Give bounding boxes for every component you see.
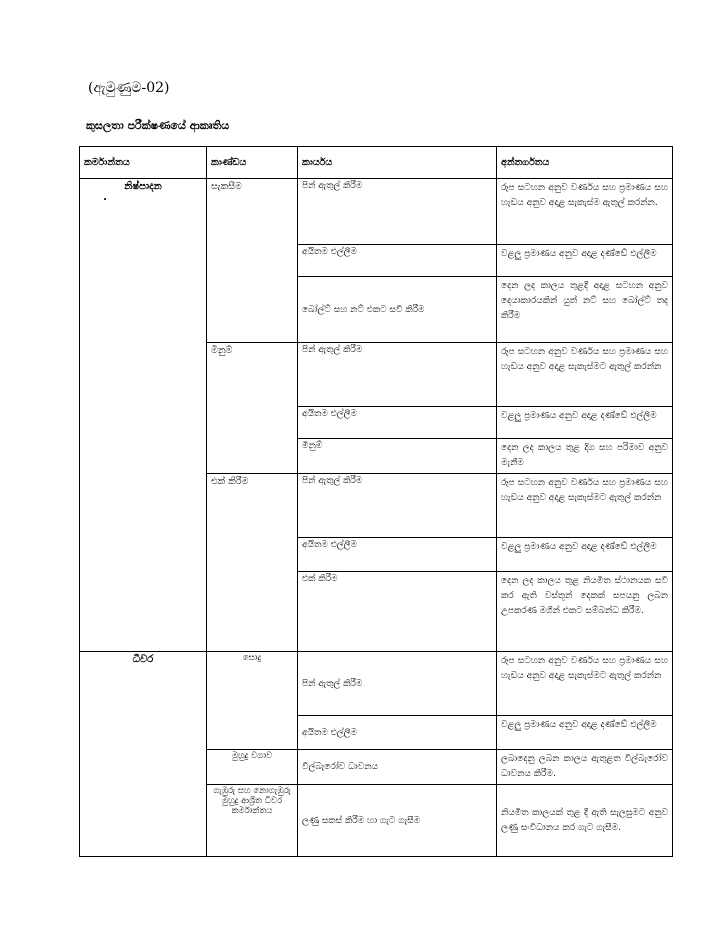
- column-header-task: කාර්යය: [298, 147, 497, 179]
- sector-cell-fisheries: ධීවර: [80, 652, 207, 857]
- task-cell: පින් ඇතුල් කිරීම: [298, 652, 497, 716]
- sector-cell-production: [80, 179, 207, 652]
- task-cell: ලණු සකස් කිරීම හා ගැට ගැසීම: [298, 785, 497, 857]
- content-cell: වළලු ප්‍රමාණය අනුව අදාළ දණ්ඩේ එල්ලීම: [497, 538, 673, 572]
- content-cell: රූප සටහන අනුව වර්ණය සහ ප්‍රමාණය සහ හැඩය අනුව අදාළ සැකැස්ම ඇතුල් කරන්න.: [497, 179, 673, 245]
- content-cell: රූප සටහන අනුව වර්ණය සහ ප්‍රමාණය සහ හැඩය අනුව අදාළ සැකැස්මට ඇතුල් කරන්න: [497, 474, 673, 538]
- unit-cell: ගැඹුරු සහ නොගැඹුරු මුහුදු ආශ්‍රිත ධීවර කර්මාන්තය: [207, 785, 298, 857]
- unit-cell: මුහුදු වගාව: [207, 750, 298, 785]
- column-header-category: කාණ්ඩය: [207, 147, 298, 179]
- content-cell: ලබාදෙනු ලබන කාලය ඇතුළත විල්බැරෝව ධාවනය කිරීම.: [497, 750, 673, 785]
- table-row: [80, 652, 673, 716]
- task-cell: එක් කිරීම: [298, 572, 497, 652]
- content-cell: දෙන ලද කාලය තුළ නියමිත ස්ථානයක සවි කර ඇති වස්තූන් දෙකක් සපයනු ලබන උපකරණ මගින් එකට සම්බන්ධ කිරීම.: [497, 572, 673, 652]
- content-cell: රූප සටහන අනුව වර්ණය සහ ප්‍රමාණය සහ හැඩය අනුව අදාළ සැකැස්මට ඇතුල් කරන්න: [497, 652, 673, 716]
- task-cell: පින් ඇතුල් කිරීම: [298, 179, 497, 245]
- sector-mark: .: [103, 192, 107, 203]
- annex-label: (ඇමුණුම-02): [88, 80, 170, 96]
- task-cell: අයිතම එල්ලීම: [298, 538, 497, 572]
- unit-cell: සොදු: [207, 652, 298, 750]
- content-cell: නියමිත කාලයක් තුළ දී ඇති සැලසුමට අනුව ලණු සංවිධානය කර ගැට ගැසීම.: [497, 785, 673, 857]
- task-cell: විල්බැරෝව ධාවනය: [298, 750, 497, 785]
- content-cell: වළලු ප්‍රමාණය අනුව අදාළ දණ්ඩේ එල්ලීම: [497, 716, 673, 750]
- content-cell: දෙන ලද කාලය තුළ දිග සහ පරිමාව අනුව මැනීම: [497, 439, 673, 474]
- skills-test-table: [79, 146, 673, 857]
- task-cell: පින් ඇතුල් කිරීම: [298, 343, 497, 407]
- table-row: [80, 179, 673, 245]
- task-cell: පින් ඇතුල් කිරීම: [298, 474, 497, 538]
- unit-cell: සැකසීම: [207, 179, 298, 343]
- document-title: කුසලතා පරීක්ෂණයේ ආකෘතිය: [86, 119, 230, 132]
- content-cell: දෙන ලද කාලය තුළදී අදාළ සටහන අනුව දෙයාකාරයකින් යුත් නට් සහ බෝල්ට් තද කිරීම: [497, 277, 673, 343]
- task-cell: අයිතම එල්ලීම: [298, 407, 497, 439]
- table-header-row: [80, 147, 673, 179]
- column-header-industry: කර්මාන්තය: [80, 147, 207, 179]
- unit-cell: මිනුම්: [207, 343, 298, 474]
- content-cell: වළලු ප්‍රමාණය අනුව අදාළ දණ්ඩේ එල්ලීම: [497, 407, 673, 439]
- content-cell: රූප සටහන අනුව වර්ණය සහ ප්‍රමාණය සහ හැඩය අනුව අදාළ සැකැස්මට ඇතුල් කරන්න: [497, 343, 673, 407]
- task-cell: මිනුම්: [298, 439, 497, 474]
- sector-name: නිෂ්පාදන: [124, 181, 162, 192]
- task-cell: අයිතම එල්ලීම: [298, 716, 497, 750]
- content-cell: වළලු ප්‍රමාණය අනුව අදාළ දණ්ඩේ එල්ලීම: [497, 245, 673, 277]
- column-header-content: අන්තර්ගතය: [497, 147, 673, 179]
- task-cell: අයිතම එල්ලීම: [298, 245, 497, 277]
- unit-cell: එක් කිරීම: [207, 474, 298, 652]
- task-cell: බෝල්ට් සහ නට් එකට සවි කිරීම: [298, 277, 497, 343]
